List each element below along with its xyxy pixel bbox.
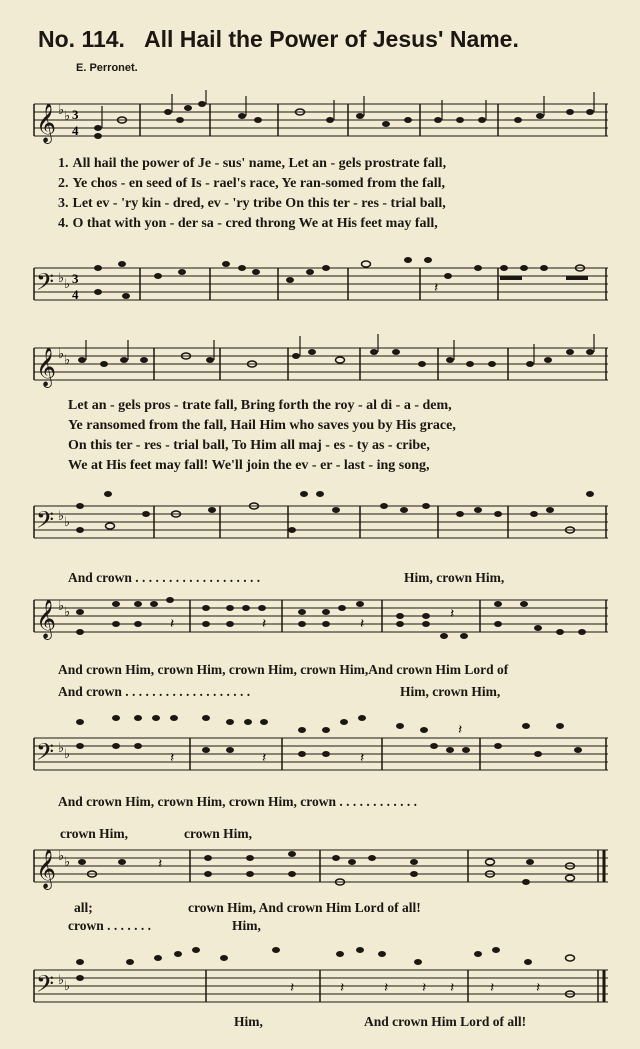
bass-staff-4 — [30, 966, 608, 1004]
bass-cue-bottom: And crown Him, crown Him, crown Him, crown . . . . . . . . . . . . — [58, 794, 417, 809]
bass-cue-4c: Him, — [234, 1014, 263, 1029]
alto-cue-top-right: Him, crown Him, — [404, 570, 505, 585]
svg-text:𝄽: 𝄽 — [262, 617, 267, 632]
time-sig-bottom: 4 — [72, 123, 79, 138]
svg-text:♭: ♭ — [64, 604, 71, 619]
svg-text:𝄽: 𝄽 — [340, 981, 345, 996]
svg-text:𝄢: 𝄢 — [36, 738, 55, 771]
svg-text:𝄞: 𝄞 — [36, 599, 57, 639]
alto-cue-4a: crown Him, — [60, 826, 128, 841]
svg-text:𝄽: 𝄽 — [170, 617, 175, 632]
svg-text:𝄽: 𝄽 — [450, 607, 455, 622]
refrain-line-2: Ye ransomed from the fall, Hail Him who saves you by His grace, — [68, 418, 456, 433]
verse-line-3: 3. Let ev - 'ry kin - dred, ev - 'ry tribe On this ter - res - trial ball, — [58, 196, 446, 211]
svg-text:𝄽: 𝄽 — [434, 281, 439, 296]
svg-text:𝄽: 𝄽 — [360, 617, 365, 632]
svg-text:𝄞: 𝄞 — [36, 103, 57, 143]
hymn-number: No. 114. — [38, 26, 125, 52]
bass-staff-2-notation — [30, 502, 608, 546]
svg-text:♭: ♭ — [64, 978, 71, 993]
svg-text:𝄢: 𝄢 — [36, 970, 55, 1003]
refrain-line-4: We at His feet may fall! We'll join the ev - er - last - ing song, — [68, 458, 430, 473]
svg-text:𝄽: 𝄽 — [384, 981, 389, 996]
bass-staff-3 — [30, 723, 608, 772]
bass-cue-top-right: Him, crown Him, — [400, 684, 501, 699]
refrain-line-1: Let an - gels pros - trate fall, Bring forth the roy - al di - a - dem, — [68, 398, 452, 413]
bass-staff-1-notation — [30, 264, 608, 308]
refrain-line-3: On this ter - res - trial ball, To Him all maj - es - ty as - cribe, — [68, 438, 430, 453]
treble-staff-2-notation — [30, 344, 608, 388]
svg-text:𝄽: 𝄽 — [490, 981, 495, 996]
svg-text:𝄽: 𝄽 — [170, 751, 175, 766]
alto-cue-4b: crown Him, — [184, 826, 252, 841]
svg-text:𝄞: 𝄞 — [36, 849, 57, 889]
svg-text:♭: ♭ — [58, 740, 65, 755]
bass-staff-4-notation — [30, 966, 608, 1010]
svg-text:𝄽: 𝄽 — [290, 981, 295, 996]
svg-text:♭: ♭ — [64, 108, 71, 123]
bass-cue-4d: And crown Him Lord of all! — [364, 1014, 527, 1029]
verse-line-2: 2. Ye chos - en seed of Is - rael's race, Ye ran-somed from the fall, — [58, 176, 445, 191]
treble-staff-1 — [30, 100, 608, 143]
svg-text:𝄽: 𝄽 — [536, 981, 541, 996]
time-sig-top-bass: 3 — [72, 271, 79, 286]
svg-text:𝄽: 𝄽 — [458, 723, 463, 738]
bass-staff-3-notation — [30, 723, 608, 778]
svg-text:♭: ♭ — [58, 508, 65, 523]
svg-text:𝄽: 𝄽 — [360, 751, 365, 766]
treble-staff-4-notation — [30, 846, 608, 890]
treble-staff-2 — [30, 344, 608, 387]
svg-text:𝄽: 𝄽 — [450, 981, 455, 996]
svg-text:♭: ♭ — [64, 352, 71, 367]
svg-text:𝄽: 𝄽 — [262, 751, 267, 766]
author-credit: E. Perronet. — [76, 62, 138, 74]
svg-text:𝄢: 𝄢 — [36, 506, 55, 539]
hymn-title: All Hail the Power of Jesus' Name. — [144, 26, 519, 52]
svg-text:♭: ♭ — [58, 972, 65, 987]
bass-cue-top-left: And crown . . . . . . . . . . . . . . . . . . . — [58, 684, 251, 699]
verse-line-4: 4. O that with yon - der sa - cred throng We at His feet may fall, — [58, 216, 438, 231]
bass-cue-4a: crown . . . . . . . — [68, 918, 151, 933]
treble-staff-4 — [30, 846, 608, 889]
svg-text:♭: ♭ — [58, 848, 65, 863]
svg-text:♭: ♭ — [64, 276, 71, 291]
treble-staff-1-notation — [30, 100, 608, 144]
time-sig-bottom-bass: 4 — [72, 287, 79, 302]
svg-text:♭: ♭ — [64, 514, 71, 529]
svg-text:♭: ♭ — [64, 854, 71, 869]
svg-text:𝄽: 𝄽 — [158, 857, 163, 872]
bass-staff-1 — [30, 264, 608, 302]
hymn-header — [38, 26, 618, 58]
svg-text:♭: ♭ — [58, 102, 65, 117]
bass-cue-4b: Him, — [232, 918, 261, 933]
svg-text:♭: ♭ — [64, 746, 71, 761]
alto-cue-4d: crown Him, And crown Him Lord of all! — [188, 900, 421, 915]
alto-cue-bottom: And crown Him, crown Him, crown Him, crown Him,And crown Him Lord of — [58, 662, 509, 677]
svg-text:𝄢: 𝄢 — [36, 268, 55, 301]
treble-staff-3 — [30, 596, 608, 639]
svg-text:𝄽: 𝄽 — [422, 981, 427, 996]
svg-text:♭: ♭ — [58, 598, 65, 613]
alto-cue-top-left: And crown . . . . . . . . . . . . . . . . . . . — [68, 570, 261, 585]
svg-text:♭: ♭ — [58, 270, 65, 285]
bass-staff-2 — [30, 502, 608, 540]
alto-cue-4c: all; — [74, 900, 93, 915]
svg-text:𝄞: 𝄞 — [36, 347, 57, 387]
verse-line-1: 1. All hail the power of Je - sus' name, Let an - gels prostrate fall, — [58, 156, 447, 171]
treble-staff-3-notation — [30, 596, 608, 640]
svg-text:♭: ♭ — [58, 346, 65, 361]
time-sig-top: 3 — [72, 107, 79, 122]
